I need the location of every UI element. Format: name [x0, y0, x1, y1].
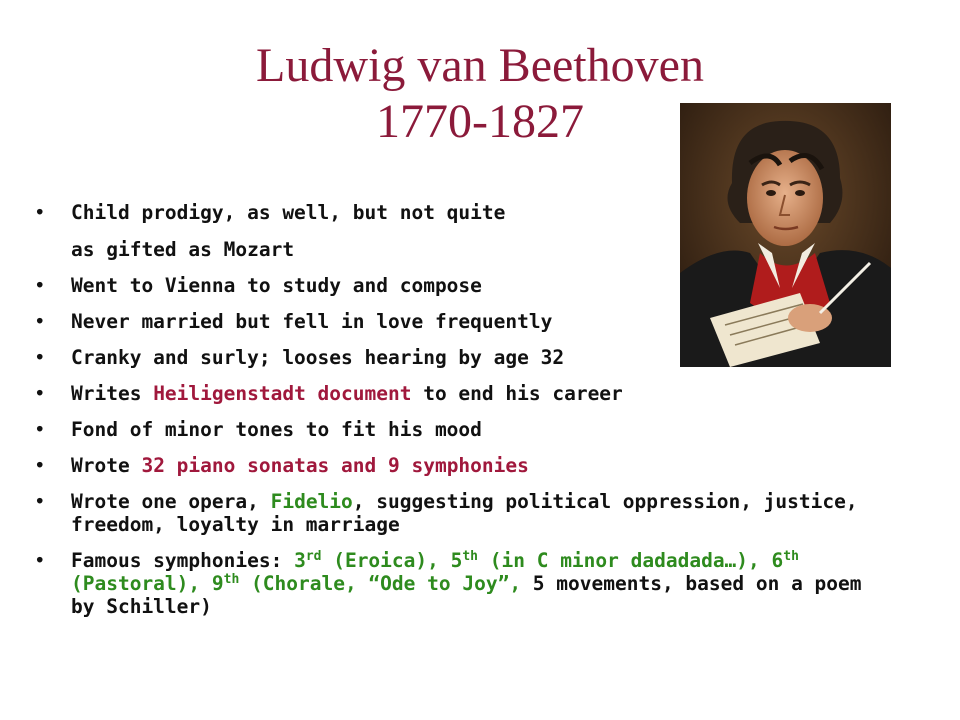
- bullet-dot: •: [34, 346, 46, 369]
- bullet-text: Child prodigy, as well, but not quite: [71, 201, 506, 224]
- bullet-text-pre: Writes: [71, 382, 154, 405]
- bullet-item-hearing: [34, 346, 894, 369]
- symphony-9: 9th (Chorale, “Ode to Joy”,: [211, 572, 522, 595]
- highlight-heiligenstadt: Heiligenstadt document: [153, 382, 412, 405]
- bullet-text-post: , suggesting political oppression, justice, freedom, loyalty in marriage: [71, 490, 858, 536]
- bullet-dot: •: [34, 310, 46, 333]
- bullet-text-post: to end his career: [411, 382, 623, 405]
- bullet-list: [34, 201, 894, 618]
- bullet-item-prodigy: [34, 201, 894, 224]
- bullet-text: as gifted as Mozart: [71, 238, 295, 261]
- bullet-dot: •: [34, 201, 46, 224]
- bullet-dot: •: [34, 490, 46, 513]
- bullet-item-prodigy-continued: [34, 238, 894, 261]
- bullet-text: Cranky and surly; looses hearing by age 32: [71, 346, 565, 369]
- bullet-dot: •: [34, 274, 46, 297]
- bullet-item-sonatas: [34, 454, 894, 477]
- bullet-dot: •: [34, 382, 46, 405]
- bullet-item-symphonies: [34, 549, 894, 618]
- bullet-item-married: [34, 310, 894, 333]
- title-name: Ludwig van Beethoven: [256, 39, 704, 92]
- symphony-6: 6th (Pastoral),: [71, 549, 799, 595]
- symphony-5: 5th (in C minor dadadada…),: [450, 549, 772, 572]
- bullet-text: Went to Vienna to study and compose: [71, 274, 482, 297]
- bullet-dot: •: [34, 454, 46, 477]
- symphony-3: 3rd (Eroica),: [294, 549, 451, 572]
- bullet-text: Fond of minor tones to fit his mood: [71, 418, 482, 441]
- bullet-item-vienna: [34, 274, 894, 297]
- bullet-dot: •: [34, 549, 46, 572]
- bullet-item-opera: [34, 490, 894, 536]
- highlight-sonatas: 32 piano sonatas and 9 symphonies: [141, 454, 529, 477]
- bullet-text-pre: Famous symphonies:: [71, 549, 295, 572]
- bullet-text-post: 5 movements, based on a poem by Schiller): [71, 572, 862, 618]
- bullet-item-heiligenstadt: [34, 382, 894, 405]
- bullet-dot: •: [34, 418, 46, 441]
- bullet-text-pre: Wrote one opera,: [71, 490, 271, 513]
- title-years: 1770-1827: [376, 95, 584, 148]
- bullet-text: Never married but fell in love frequently: [71, 310, 553, 333]
- bullet-item-minor-tones: [34, 418, 894, 441]
- bullet-text-pre: Wrote: [71, 454, 142, 477]
- highlight-fidelio: Fidelio: [270, 490, 353, 513]
